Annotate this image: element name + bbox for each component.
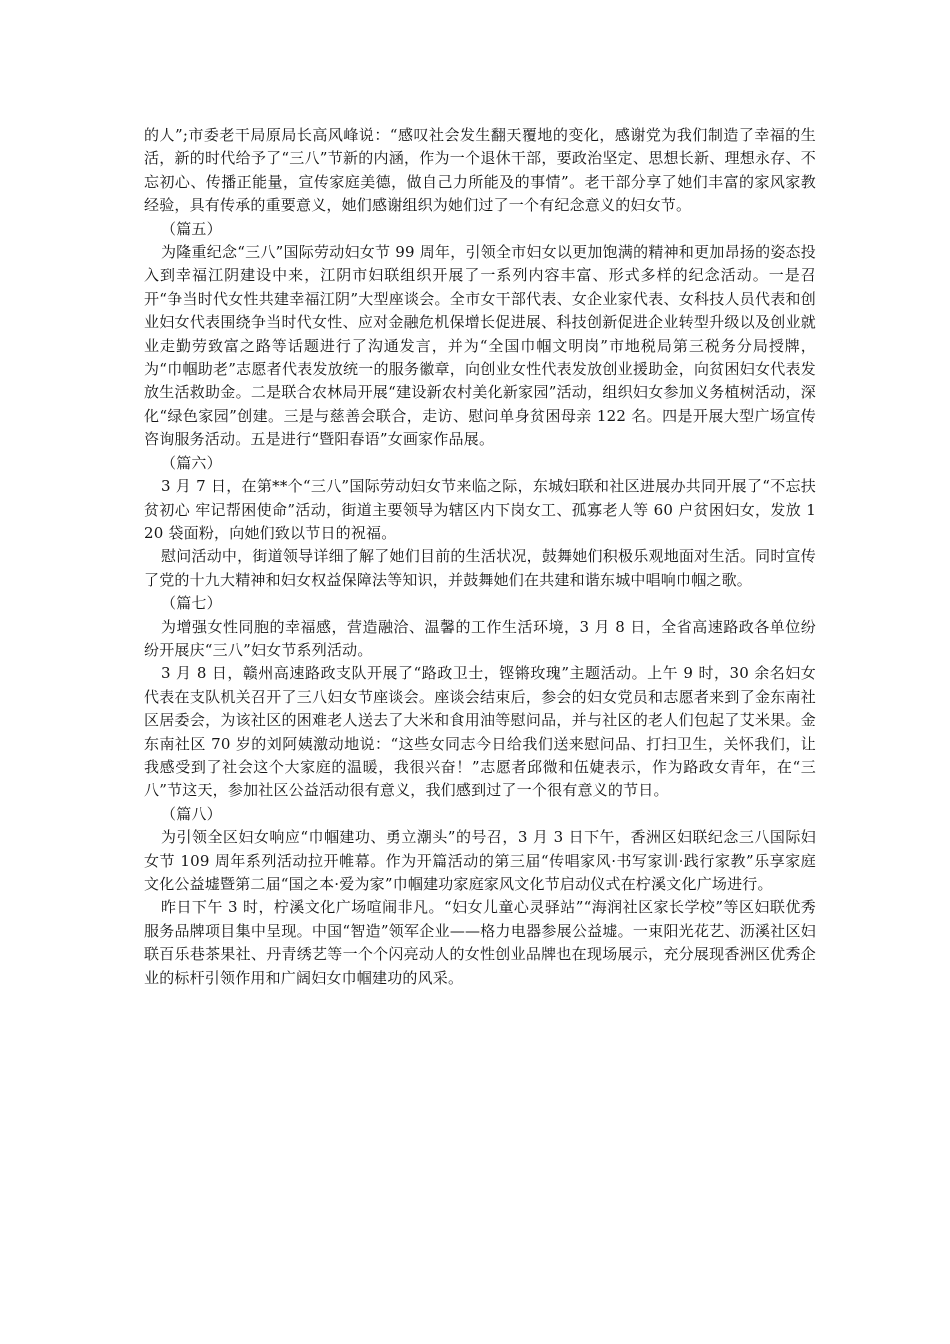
paragraph-section-6-b: 慰问活动中，街道领导详细了解了她们目前的生活状况，鼓舞她们积极乐观地面对生活。同时宣传了党的十九大精神和妇女权益保障法等知识，并鼓舞她们在共建和谐东城中唱响巾帼之歌。 xyxy=(144,547,816,589)
section-heading-8: （篇八） xyxy=(161,804,222,823)
paragraph-continuation: 的人”;市委老干局原局长高风峰说：“感叹社会发生翻天覆地的变化，感谢党为我们制造了幸福的生活，新的时代给予了“三八”节新的内涵，作为一个退休干部，要政治坚定、思想长新、理想永存、不忘初心、传播正能量，宣传家庭美德，做自己力所能及的事情”。老干部分享了她们丰富的家风家教经验，具有传承的重要意义，她们感谢组织为她们过了一个有纪念意义的妇女节。 xyxy=(144,126,816,215)
paragraph-section-8-b: 昨日下午 3 时，柠溪文化广场喧闹非凡。“妇女儿童心灵驿站”“海润社区家长学校”等区妇联优秀服务品牌项目集中呈现。中国“智造”领军企业——格力电器参展公益墟。一束阳光花艺、沥溪社区妇联百乐巷茶果社、丹青绣艺等一个个闪亮动人的女性创业品牌也在现场展示，充分展现香洲区优秀企业的标杆引领作用和广阔妇女巾帼建功的风采。 xyxy=(144,898,816,987)
section-heading-7: （篇七） xyxy=(161,594,222,613)
section-heading-6: （篇六） xyxy=(161,453,222,472)
document-page xyxy=(144,124,816,990)
paragraph-section-7-b: 3 月 8 日，赣州高速路政支队开展了“路政卫士，铿锵玫瑰”主题活动。上午 9 时，30 余名妇女代表在支队机关召开了三八妇女节座谈会。座谈会结束后，参会的妇女党员和志愿者来到了金东南社区居委会，为该社区的困难老人送去了大米和食用油等慰问品，并与社区的老人们包起了艾米果。金东南社区 70 岁的刘阿姨激动地说：“这些女同志今日给我们送来慰问品、打扫卫生，关怀我们，让我感受到了社会这个大家庭的温暖，我很兴奋！”志愿者邱微和伍婕表示，作为路政女青年，在“三八”节这天，参加社区公益活动很有意义，我们感到过了一个很有意义的节日。 xyxy=(144,664,816,800)
paragraph-section-6-a: 3 月 7 日，在第**个“三八”国际劳动妇女节来临之际，东城妇联和社区进展办共同开展了“不忘扶贫初心 牢记帮困使命”活动，街道主要领导为辖区内下岗女工、孤寡老人等 60 户贫困妇女，发放 120 袋面粉，向她们致以节日的祝福。 xyxy=(144,477,816,542)
paragraph-section-7-a: 为增强女性同胞的幸福感，营造融洽、温馨的工作生活环境，3 月 8 日，全省高速路政各单位纷纷开展庆“三八”妇女节系列活动。 xyxy=(144,617,816,659)
paragraph-section-5: 为隆重纪念“三八”国际劳动妇女节 99 周年，引领全市妇女以更加饱满的精神和更加昂扬的姿态投入到幸福江阴建设中来，江阴市妇联组织开展了一系列内容丰富、形式多样的纪念活动。一是召开“争当时代女性共建幸福江阴”大型座谈会。全市女干部代表、女企业家代表、女科技人员代表和创业妇女代表围绕争当时代女性、应对金融危机保增长促进展、科技创新促进企业转型升级以及创业就业走勤劳致富之路等话题进行了沟通发言，并为“全国巾帼文明岗”市地税局第三税务分局授牌，为“巾帼助老”志愿者代表发放统一的服务徽章，向创业女性代表发放创业援助金，向贫困妇女代表发放生活救助金。二是联合农林局开展“建设新农村美化新家园”活动，组织妇女参加义务植树活动，深化“绿色家园”创建。三是与慈善会联合，走访、慰问单身贫困母亲 122 名。四是开展大型广场宣传咨询服务活动。五是进行“暨阳春语”女画家作品展。 xyxy=(144,243,816,449)
paragraph-section-8-a: 为引领全区妇女响应“巾帼建功、勇立潮头”的号召，3 月 3 日下午，香洲区妇联纪念三八国际妇女节 109 周年系列活动拉开帷幕。作为开篇活动的第三届“传唱家风·书写家训·践行家教”乐享家庭文化公益墟暨第二届“国之本·爱为家”巾帼建功家庭家风文化节启动仪式在柠溪文化广场进行。 xyxy=(144,828,816,893)
section-heading-5: （篇五） xyxy=(161,219,222,238)
